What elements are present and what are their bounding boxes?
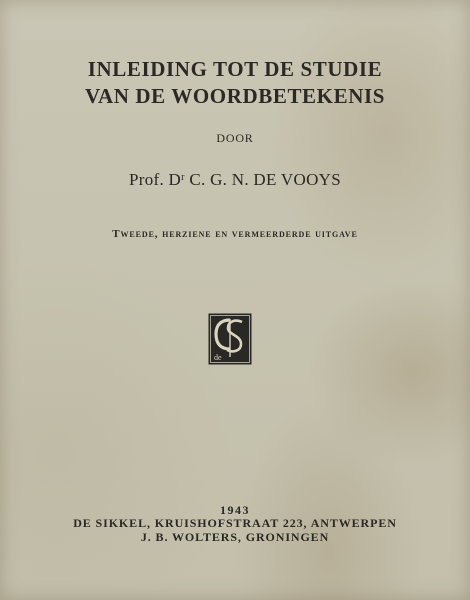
edition-note: Tweede, herziene en vermeerderde uitgave	[112, 228, 358, 240]
author-superscript: r	[181, 172, 185, 183]
publisher-mark-text: de	[214, 353, 222, 362]
author-name: C. G. N. DE VOOYS	[184, 170, 341, 189]
publisher-line-2: J. B. WOLTERS, GRONINGEN	[140, 530, 330, 544]
author-prefix: Prof. D	[128, 170, 182, 189]
publisher-line-1: DE SIKKEL, KRUISHOFSTRAAT 223, ANTWERPEN	[73, 516, 397, 530]
publisher-monogram-icon	[208, 313, 252, 365]
book-title-line-2: VAN DE WOORDBETEKENIS	[84, 84, 386, 108]
by-label: DOOR	[216, 131, 254, 145]
author	[0, 170, 470, 190]
publication-year: 1943	[220, 503, 250, 517]
book-title-line-1: INLEIDING TOT DE STUDIE	[87, 57, 383, 81]
